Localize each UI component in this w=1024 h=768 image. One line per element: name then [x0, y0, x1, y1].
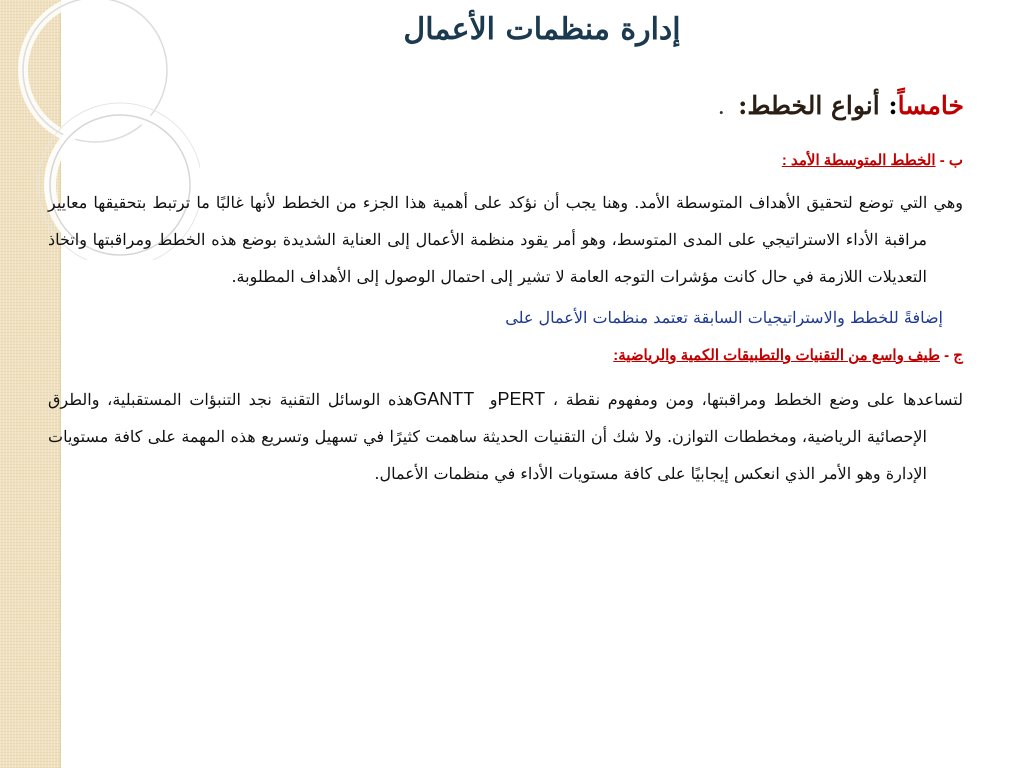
plan-c-conjunction: و: [489, 390, 498, 409]
section-heading-prefix: خامساً: [897, 91, 964, 120]
section-heading-trailing: .: [718, 99, 725, 118]
section-heading-separator: :: [888, 91, 898, 120]
plan-c-paragraph-start: لتساعدها على وضع الخطط ومراقبتها، ومن ومفهوم نقطة ،: [545, 390, 963, 409]
plan-b-letter: ب -: [939, 152, 963, 169]
plan-c-letter: ج -: [944, 347, 963, 364]
plan-b-title: الخطط المتوسطة الأمد :: [781, 152, 936, 169]
plan-c-title: طيف واسع من التقنيات والتطبيقات الكمية والرياضية:: [613, 347, 940, 364]
pert-term: PERT: [497, 389, 546, 409]
plan-c-paragraph-rest: هذه الوسائل التقنية نجد التنبؤات المستقبلية، والطرق الإحصائية الرياضية، ومخططات التوازن. ولا شك أن التقنيات الحديثة ساهمت كثيرًا في تسهيل وتسريع هذه المهمة على كافة مستويات الإدارة وهو الأمر الذي انعكس إيجابيًا على كافة مستويات الأداء في منظمات الأعمال.: [48, 390, 927, 483]
slide-title: إدارة منظمات الأعمال: [403, 12, 681, 47]
slide-content: [48, 146, 963, 492]
section-heading: [719, 86, 964, 126]
plan-c-heading: [48, 341, 963, 371]
plan-c-paragraph: [48, 381, 963, 492]
plan-b-paragraph: وهي التي توضع لتحقيق الأهداف المتوسطة الأمد. وهنا يجب أن نؤكد على أهمية هذا الجزء من الخطط لأنها غالبًا ما ترتبط بتحقيقها معايير مراقبة الأداء الاستراتيجي على المدى المتوسط، وهو أمر يقود منظمة الأعمال إلى العناية الشديدة بوضع هذه الخطط ومراقبتها واتخاذ التعديلات اللازمة في حال كانت مؤشرات التوجه العامة لا تشير إلى احتمال الوصول إلى الأهداف المطلوبة.: [48, 193, 963, 286]
plan-b-heading: [48, 146, 963, 176]
summary-line: إضافةً للخطط والاستراتيجيات السابقة تعتمد منظمات الأعمال على: [505, 308, 943, 327]
section-heading-name: أنواع الخطط:: [738, 91, 880, 120]
gantt-term: GANTT: [413, 389, 475, 409]
